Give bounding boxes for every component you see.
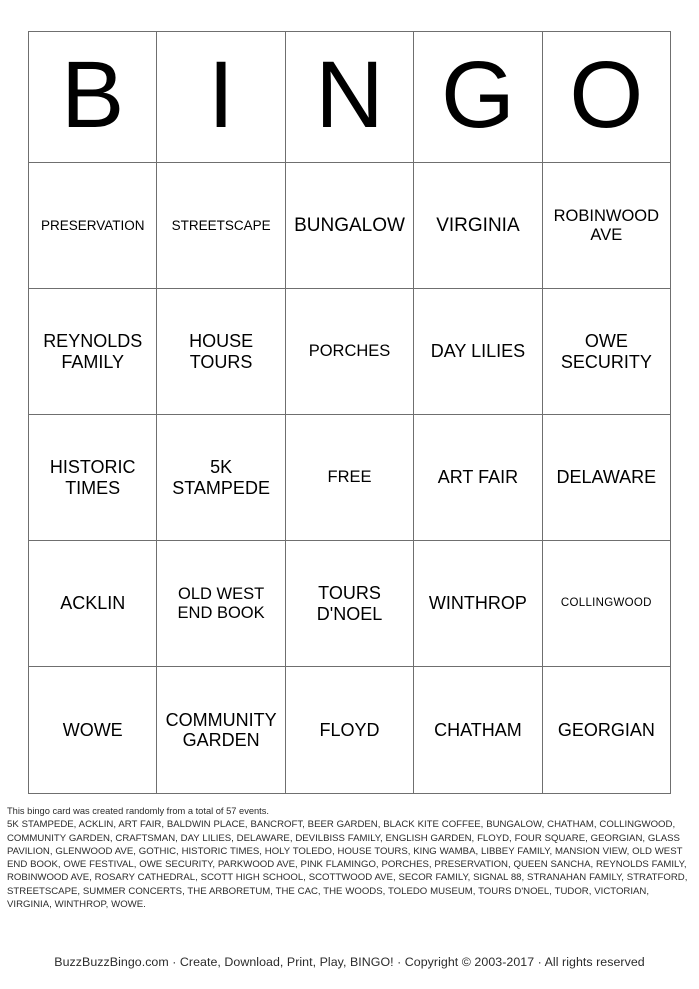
bingo-square[interactable] [157, 163, 285, 289]
bingo-square-label: ART FAIR [437, 467, 519, 488]
bingo-square[interactable] [543, 289, 670, 415]
footer-credit: BuzzBuzzBingo.com · Create, Download, Print, Play, BINGO! · Copyright © 2003-2017 · All rights reserved [54, 955, 645, 969]
bingo-square[interactable] [157, 415, 285, 541]
bingo-square[interactable] [157, 667, 285, 793]
bingo-square[interactable] [414, 163, 542, 289]
bingo-square-label: PRESERVATION [40, 217, 145, 233]
bingo-square[interactable] [414, 289, 542, 415]
bingo-square[interactable] [29, 289, 157, 415]
bingo-square[interactable] [286, 667, 414, 793]
bingo-square-label: FLOYD [319, 719, 380, 740]
bingo-square[interactable] [29, 415, 157, 541]
bingo-square[interactable] [29, 541, 157, 667]
bingo-square-label: HOUSE TOURS [189, 331, 254, 372]
bingo-header-letter-o: O [543, 32, 670, 163]
bingo-square-label: FREE [327, 468, 372, 487]
bingo-square-label: DELAWARE [556, 467, 657, 488]
bingo-square-label: PORCHES [308, 342, 391, 361]
bingo-square[interactable] [286, 289, 414, 415]
bingo-square-label: WOWE [62, 719, 123, 740]
bingo-square-label: HISTORIC TIMES [49, 457, 136, 498]
bingo-header-letter-g: G [414, 32, 542, 163]
bingo-card [28, 31, 671, 794]
bingo-square-label: OWE SECURITY [560, 331, 652, 372]
card-notes [7, 805, 692, 911]
bingo-square-label: GEORGIAN [557, 719, 655, 740]
bingo-row-3 [29, 415, 670, 541]
bingo-square-label: COLLINGWOOD [560, 597, 652, 610]
bingo-square[interactable] [286, 415, 414, 541]
bingo-header-letter-n: N [286, 32, 414, 163]
bingo-square[interactable] [157, 541, 285, 667]
bingo-square-label: VIRGINIA [436, 214, 520, 236]
bingo-square[interactable] [543, 541, 670, 667]
bingo-header-row [29, 32, 670, 163]
bingo-square-label: WINTHROP [428, 593, 527, 614]
bingo-square-label: ROBINWOOD AVE [553, 207, 660, 244]
bingo-square-label: DAY LILIES [430, 341, 526, 362]
bingo-square-label: TOURS D'NOEL [316, 583, 383, 624]
bingo-square[interactable] [543, 667, 670, 793]
bingo-row-1 [29, 163, 670, 289]
bingo-square[interactable] [29, 667, 157, 793]
bingo-square[interactable] [157, 289, 285, 415]
bingo-square-label: REYNOLDS FAMILY [43, 331, 143, 372]
bingo-square-label: STREETSCAPE [171, 217, 271, 233]
bingo-square[interactable] [414, 415, 542, 541]
bingo-row-2 [29, 289, 670, 415]
bingo-square-label: ACKLIN [60, 593, 126, 614]
bingo-square-label: COMMUNITY GARDEN [165, 709, 277, 750]
bingo-square-label: OLD WEST END BOOK [177, 585, 265, 622]
footer-divider [0, 936, 699, 937]
notes-word-list: 5K STAMPEDE, ACKLIN, ART FAIR, BALDWIN PLACE, BANCROFT, BEER GARDEN, BLACK KITE COFFEE, BUNGALOW, CHATHAM, COLLINGWOOD, COMMUNITY GARDEN, CRAFTSMAN, DAY LILIES, DELAWARE, DEVILBISS FAMILY, ENGLISH GARDEN, FLOYD, FOUR SQUARE, GEORGIAN, GLASS PAVILION, GLENWOOD AVE, GOTHIC, HISTORIC TIMES, HOLY TOLEDO, HOUSE TOURS, KING WAMBA, LIBBEY FAMILY, MANSION VIEW, OLD WEST END BOOK, OWE FESTIVAL, OWE SECURITY, PARKWOOD AVE, PINK FLAMINGO, PORCHES, PRESERVATION, QUEEN SANCHA, REYNOLDS FAMILY, ROBINWOOD AVE, ROSARY CATHEDRAL, SCOTT HIGH SCHOOL, SCOTTWOOD AVE, SECOR FAMILY, SIGNAL 88, STRANAHAN FAMILY, STRATFORD, STREETSCAPE, SUMMER CONCERTS, THE ARBORETUM, THE CAC, THE WOODS, TOLEDO MUSEUM, TOURS D'NOEL, TUDOR, VICTORIAN, VIRGINIA, WINTHROP, WOWE. [7, 819, 688, 910]
bingo-square-label: CHATHAM [434, 719, 522, 740]
bingo-square-label: 5K STAMPEDE [172, 457, 270, 498]
bingo-square[interactable] [286, 163, 414, 289]
bingo-header-letter-b: B [29, 32, 157, 163]
bingo-square[interactable] [414, 667, 542, 793]
bingo-row-4 [29, 541, 670, 667]
bingo-square[interactable] [543, 163, 670, 289]
bingo-square-label: BUNGALOW [294, 214, 405, 236]
bingo-header-letter-i: I [157, 32, 285, 163]
bingo-square[interactable] [414, 541, 542, 667]
bingo-square[interactable] [543, 415, 670, 541]
notes-intro-text: This bingo card was created randomly from a total of 57 events. [7, 806, 269, 816]
bingo-square[interactable] [29, 163, 157, 289]
bingo-row-5 [29, 667, 670, 793]
bingo-square[interactable] [286, 541, 414, 667]
